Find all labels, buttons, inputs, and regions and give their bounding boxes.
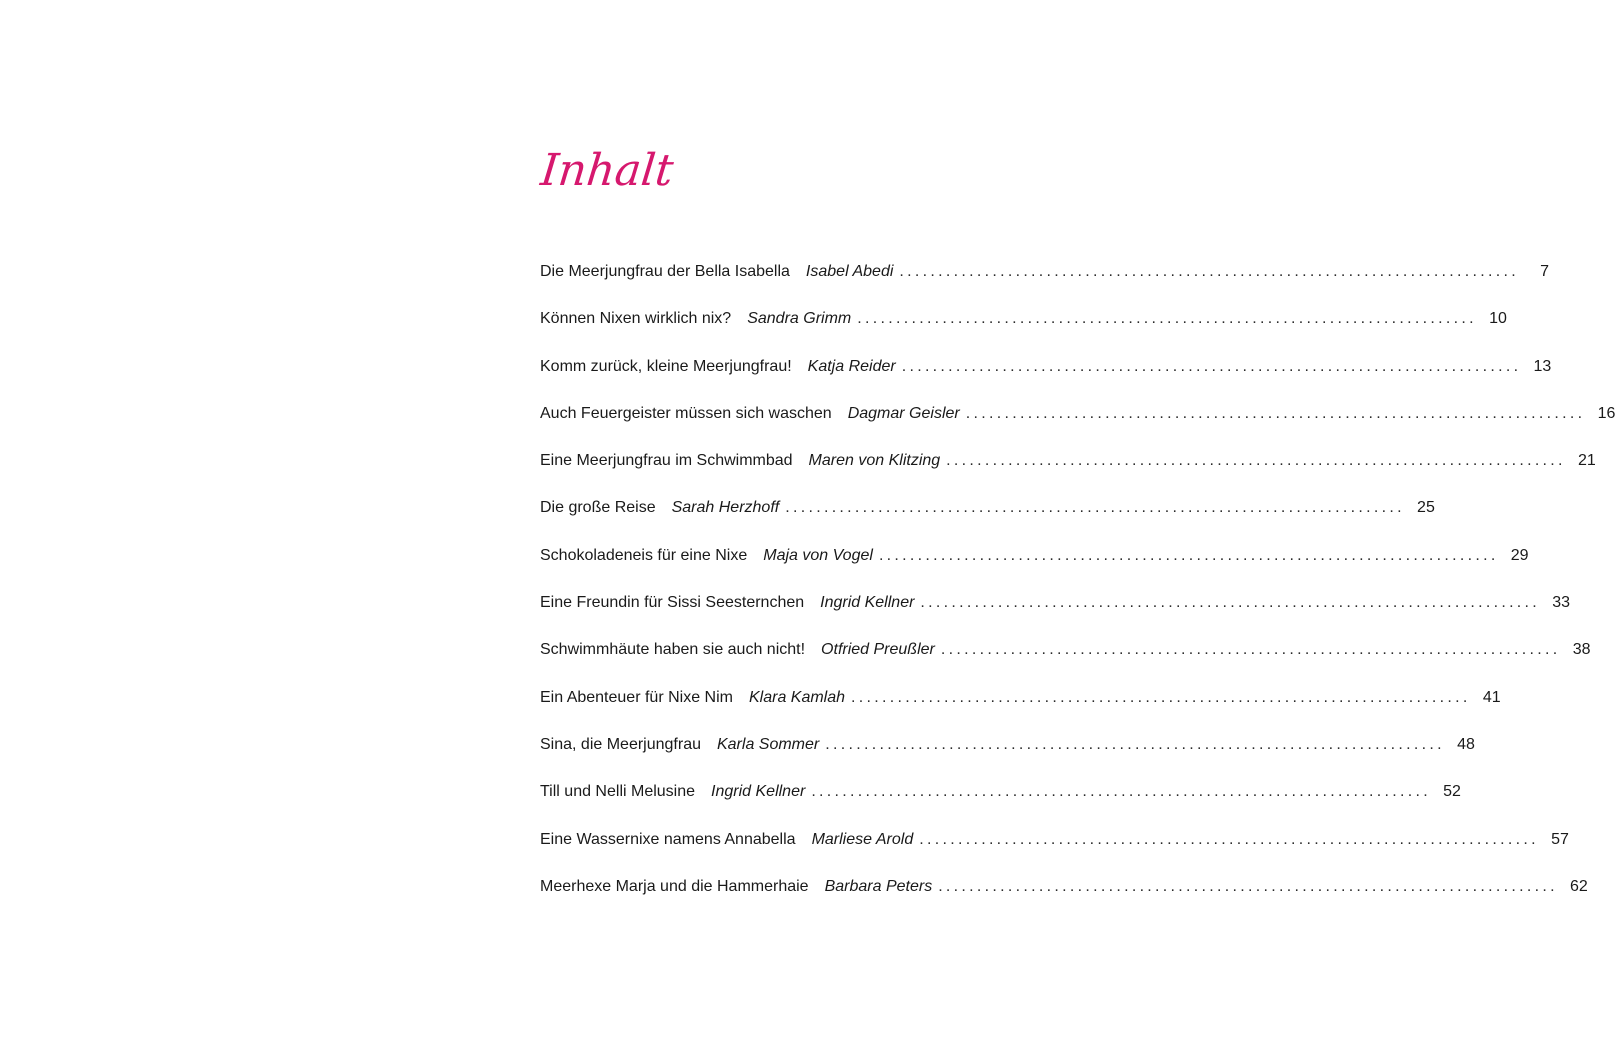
entry-author: Ingrid Kellner	[820, 594, 915, 612]
entry-title: Komm zurück, kleine Meerjungfrau!	[540, 357, 792, 375]
dot-leader: ................................................................................	[920, 594, 1541, 612]
toc-entry[interactable]	[540, 262, 1550, 309]
toc-entry[interactable]	[540, 451, 1596, 498]
entry-author: Maja von Vogel	[763, 546, 873, 564]
entry-author: Maren von Klitzing	[808, 452, 941, 470]
page-title: Inhalt	[538, 145, 676, 196]
entry-author: Otfried Preußler	[821, 641, 935, 659]
entry-author: Ingrid Kellner	[711, 783, 806, 801]
toc-list	[540, 262, 1615, 924]
dot-leader: ................................................................................	[825, 735, 1445, 753]
dot-leader: ................................................................................	[965, 404, 1586, 422]
dot-leader: ................................................................................	[899, 263, 1520, 280]
entry-title: Eine Freundin für Sissi Seesternchen	[540, 594, 805, 612]
entry-page-number: 62	[1570, 877, 1588, 895]
entry-page-number: 41	[1482, 688, 1501, 706]
entry-page-number: 13	[1533, 357, 1552, 375]
toc-entry[interactable]	[540, 404, 1615, 451]
entry-title: Eine Meerjungfrau im Schwimmbad	[540, 452, 793, 470]
toc-entry[interactable]	[540, 309, 1507, 356]
entry-page-number: 48	[1457, 735, 1475, 753]
toc-page	[538, 0, 1615, 1043]
dot-leader: ................................................................................	[901, 357, 1522, 375]
entry-title: Sina, die Meerjungfrau	[540, 735, 701, 753]
entry-page-number: 38	[1572, 641, 1591, 659]
entry-page-number: 7	[1540, 263, 1550, 280]
entry-author: Karla Sommer	[716, 735, 820, 753]
entry-title: Ein Abenteuer für Nixe Nim	[540, 688, 733, 706]
toc-entry[interactable]	[540, 498, 1435, 545]
toc-entry[interactable]	[540, 546, 1529, 593]
entry-title: Können Nixen wirklich nix?	[540, 310, 732, 328]
entry-author: Barbara Peters	[824, 877, 933, 895]
entry-title: Auch Feuergeister müssen sich waschen	[540, 404, 832, 422]
entry-author: Isabel Abedi	[805, 263, 894, 280]
toc-entry[interactable]	[540, 640, 1591, 687]
dot-leader: ................................................................................	[878, 546, 1499, 564]
toc-entry[interactable]	[540, 688, 1501, 735]
toc-entry[interactable]	[540, 830, 1569, 877]
entry-author: Marliese Arold	[811, 830, 914, 848]
toc-entry[interactable]	[540, 357, 1552, 404]
dot-leader: ................................................................................	[938, 877, 1558, 895]
toc-entry[interactable]	[540, 593, 1571, 640]
entry-title: Die Meerjungfrau der Bella Isabella	[540, 263, 790, 280]
toc-entry[interactable]	[540, 782, 1461, 829]
entry-title: Till und Nelli Melusine	[540, 783, 696, 801]
entry-page-number: 21	[1578, 452, 1596, 470]
dot-leader: ................................................................................	[785, 499, 1405, 517]
entry-title: Schwimmhäute haben sie auch nicht!	[540, 641, 806, 659]
entry-page-number: 10	[1489, 310, 1507, 328]
toc-entry[interactable]	[540, 735, 1475, 782]
entry-author: Sarah Herzhoff	[671, 499, 780, 517]
entry-author: Katja Reider	[807, 357, 896, 375]
dot-leader: ................................................................................	[946, 452, 1566, 470]
entry-title: Meerhexe Marja und die Hammerhaie	[540, 877, 809, 895]
dot-leader: ................................................................................	[851, 688, 1471, 706]
entry-page-number: 25	[1417, 499, 1435, 517]
entry-page-number: 29	[1510, 546, 1529, 564]
entry-title: Schokoladeneis für eine Nixe	[540, 546, 748, 564]
dot-leader: ................................................................................	[919, 830, 1539, 848]
entry-author: Klara Kamlah	[748, 688, 846, 706]
entry-page-number: 16	[1597, 404, 1615, 422]
dot-leader: ................................................................................	[857, 310, 1477, 328]
entry-author: Sandra Grimm	[747, 310, 852, 328]
entry-page-number: 52	[1443, 783, 1461, 801]
entry-author: Dagmar Geisler	[847, 404, 960, 422]
dot-leader: ................................................................................	[940, 641, 1561, 659]
entry-title: Die große Reise	[540, 499, 656, 517]
entry-page-number: 57	[1551, 830, 1569, 848]
toc-entry[interactable]	[540, 877, 1588, 924]
dot-leader: ................................................................................	[811, 783, 1431, 801]
entry-title: Eine Wassernixe namens Annabella	[540, 830, 796, 848]
entry-page-number: 33	[1552, 594, 1571, 612]
